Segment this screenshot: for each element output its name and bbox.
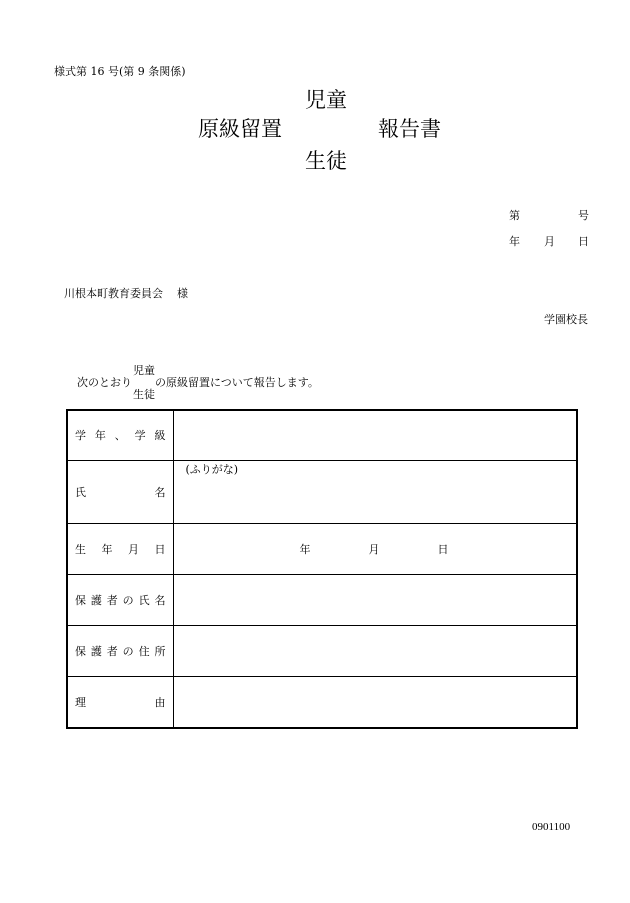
grade-class-field[interactable]: [173, 410, 577, 460]
report-table: [66, 409, 578, 729]
table-row: [67, 676, 577, 728]
table-row: [67, 574, 577, 625]
birthdate-field[interactable]: [173, 523, 577, 574]
guardian-address-field[interactable]: [173, 625, 577, 676]
birthdate-label: 生 年 月 日: [67, 523, 173, 574]
reason-label: 理 由: [67, 676, 173, 728]
birthdate-year-unit: 年: [299, 542, 311, 556]
table-row: [67, 523, 577, 574]
intro-option-child: 児童: [133, 364, 155, 377]
guardian-name-label: 保 護 者 の 氏 名: [67, 574, 173, 625]
grade-class-label: 学 年 、 学 級: [67, 410, 173, 460]
addressee-name: 川根本町教育委員会: [64, 287, 163, 300]
intro-suffix: の原級留置について報告します。: [155, 376, 319, 389]
birthdate-day-unit: 日: [437, 542, 449, 556]
title-option-student: 生徒: [305, 149, 347, 173]
intro-option-student: 生徒: [133, 388, 155, 401]
title-option-child: 児童: [305, 88, 347, 112]
doc-number-prefix: 第: [509, 209, 520, 222]
date-month: 月: [544, 235, 555, 248]
addressee: [64, 285, 188, 301]
name-field[interactable]: [173, 460, 577, 523]
document-code: 0901100: [532, 821, 571, 833]
furigana-label: (ふりがな): [185, 462, 239, 476]
date-year: 年: [509, 235, 520, 248]
doc-number-suffix: 号: [578, 209, 589, 222]
table-row: [67, 625, 577, 676]
title-main: 原級留置: [198, 117, 282, 141]
name-label: 氏 名: [67, 460, 173, 523]
principal-label: 学園校長: [544, 313, 588, 326]
table-row: [67, 410, 577, 460]
reason-field[interactable]: [173, 676, 577, 728]
guardian-name-field[interactable]: [173, 574, 577, 625]
date-day: 日: [578, 235, 589, 248]
intro-prefix: 次のとおり: [77, 376, 132, 389]
birthdate-month-unit: 月: [368, 542, 380, 556]
addressee-honorific: 様: [177, 287, 188, 300]
guardian-address-label: 保 護 者 の 住 所: [67, 625, 173, 676]
form-number: 様式第 16 号(第 9 条関係): [54, 65, 186, 78]
title-report: 報告書: [378, 117, 441, 141]
table-row: [67, 460, 577, 523]
